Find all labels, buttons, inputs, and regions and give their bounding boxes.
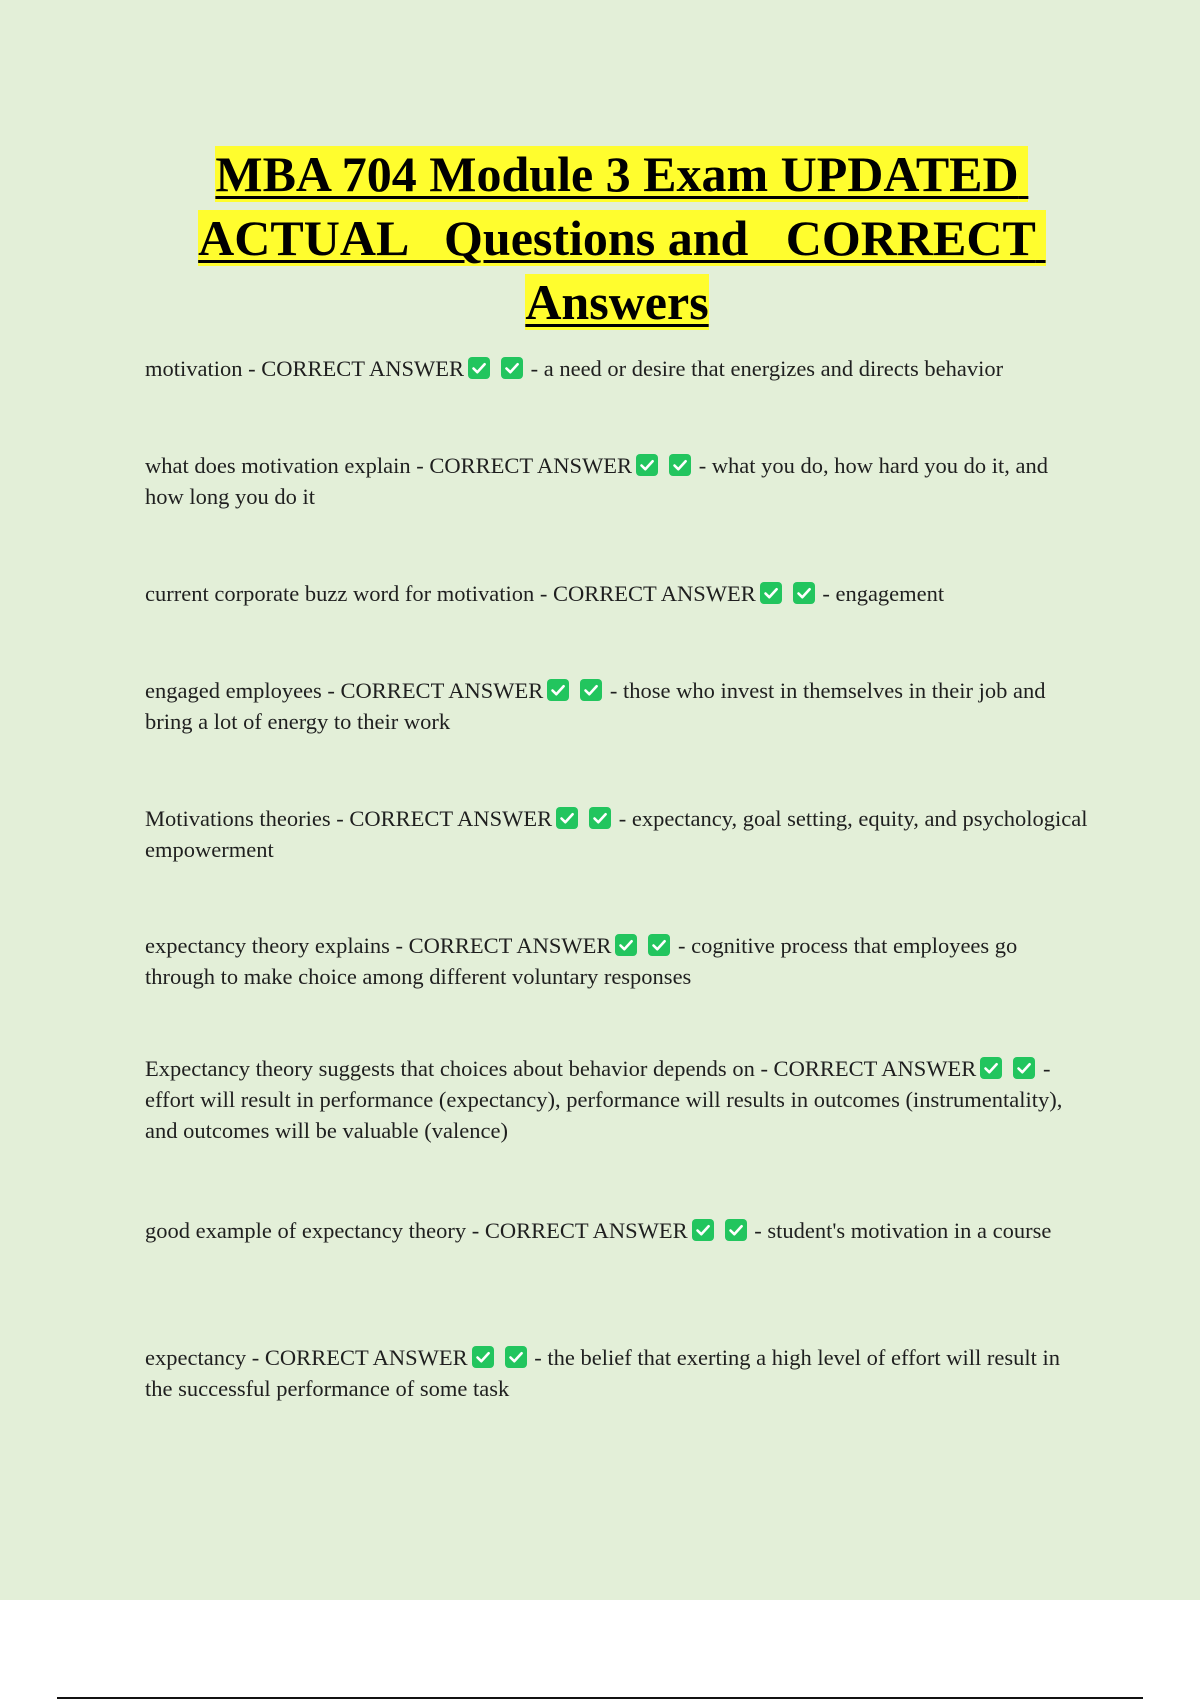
check-mark-icon xyxy=(725,1219,747,1241)
qa-item xyxy=(145,578,1090,609)
qa-item xyxy=(145,675,1090,737)
answer-text: - a need or desire that energizes and directs behavior xyxy=(530,356,1004,381)
answer-text: - effort will result in performance (expectancy), performance will results in outcomes (instrumentality), and outcomes will be valuable (valence) xyxy=(145,1056,1063,1143)
answer-text: - what you do, how hard you do it, and how long you do it xyxy=(145,453,1049,509)
check-mark-icon xyxy=(547,679,569,701)
check-mark-icon xyxy=(505,1346,527,1368)
check-mark-icon xyxy=(589,807,611,829)
check-mark-icon xyxy=(760,582,782,604)
check-mark-icon xyxy=(648,934,670,956)
question-text: engaged employees - CORRECT ANSWER xyxy=(145,678,544,703)
footer-rule xyxy=(57,1697,1143,1699)
check-mark-icon xyxy=(556,807,578,829)
qa-item xyxy=(145,803,1090,865)
check-mark-icon xyxy=(472,1346,494,1368)
question-text: current corporate buzz word for motivation - CORRECT ANSWER xyxy=(145,581,756,606)
qa-item xyxy=(145,1053,1090,1146)
answer-text: - those who invest in themselves in their job and bring a lot of energy to their work xyxy=(145,678,1046,734)
answer-text: - engagement xyxy=(822,581,945,606)
page-title-text: MBA 704 Module 3 Exam UPDATED ACTUAL Questions and CORRECT Answers xyxy=(198,146,1046,330)
question-text: Motivations theories - CORRECT ANSWER xyxy=(145,806,553,831)
answer-text: - student's motivation in a course xyxy=(754,1218,1052,1243)
qa-item xyxy=(145,930,1090,992)
answer-text: - the belief that exerting a high level of effort will result in the successful performance of some task xyxy=(145,1345,1060,1401)
question-text: motivation - CORRECT ANSWER xyxy=(145,356,464,381)
check-mark-icon xyxy=(692,1219,714,1241)
page-title xyxy=(140,142,1094,334)
check-mark-icon xyxy=(636,454,658,476)
answer-text: - cognitive process that employees go through to make choice among different voluntary responses xyxy=(145,933,1018,989)
check-mark-icon xyxy=(980,1057,1002,1079)
question-text: expectancy - CORRECT ANSWER xyxy=(145,1345,468,1370)
question-text: Expectancy theory suggests that choices about behavior depends on - CORRECT ANSWER xyxy=(145,1056,977,1081)
qa-item xyxy=(145,1342,1090,1404)
check-mark-icon xyxy=(1013,1057,1035,1079)
check-mark-icon xyxy=(580,679,602,701)
question-text: what does motivation explain - CORRECT ANSWER xyxy=(145,453,633,478)
check-mark-icon xyxy=(468,357,490,379)
answer-text: - expectancy, goal setting, equity, and psychological empowerment xyxy=(145,806,1088,862)
qa-item xyxy=(145,1215,1090,1246)
check-mark-icon xyxy=(501,357,523,379)
check-mark-icon xyxy=(669,454,691,476)
question-text: good example of expectancy theory - CORRECT ANSWER xyxy=(145,1218,688,1243)
qa-item xyxy=(145,353,1090,384)
question-text: expectancy theory explains - CORRECT ANSWER xyxy=(145,933,612,958)
check-mark-icon xyxy=(793,582,815,604)
check-mark-icon xyxy=(615,934,637,956)
qa-item xyxy=(145,450,1090,512)
